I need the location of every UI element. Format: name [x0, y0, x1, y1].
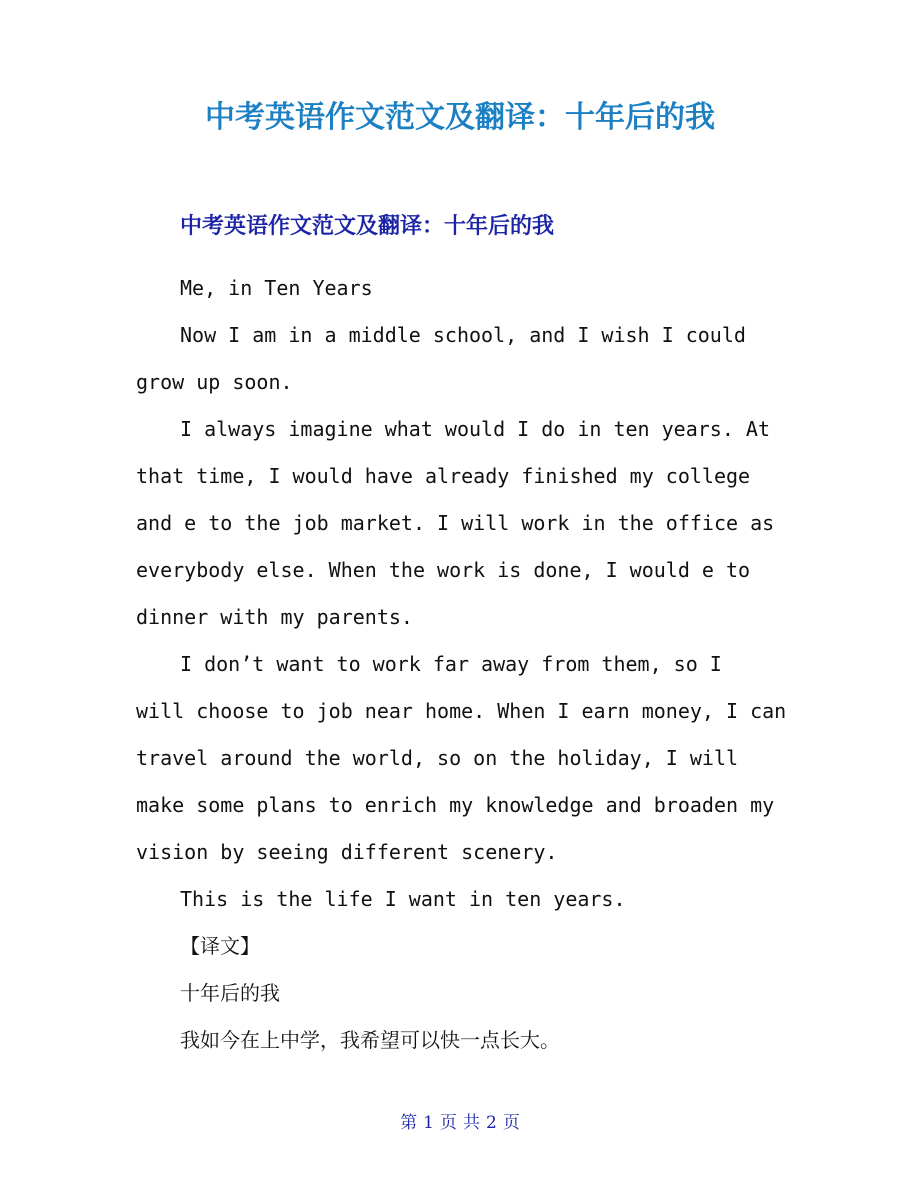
text-line: that time, I would have already finished my college: [136, 464, 751, 488]
translation-title: 十年后的我: [180, 981, 280, 1005]
text-line: everybody else. When the work is done, I would e to: [136, 558, 751, 582]
text-line: I don’t want to work far away from them, so I: [180, 652, 722, 676]
essay-title: Me, in Ten Years: [180, 276, 373, 300]
footer-page-number: 1: [423, 1113, 434, 1133]
text-line: Now I am in a middle school, and I wish I could: [180, 323, 746, 347]
text-line: travel around the world, so on the holiday, I will: [136, 746, 739, 770]
text-line: will choose to job near home. When I earn money, I can: [136, 699, 787, 723]
section-title: 中考英语作文范文及翻译：十年后的我: [180, 214, 555, 239]
footer-total-word: 共: [463, 1113, 480, 1133]
footer-total-unit: 页: [502, 1113, 520, 1133]
translation-line: 我如今在上中学，我希望可以快一点长大。: [180, 1028, 560, 1052]
text-line: vision by seeing different scenery.: [136, 840, 558, 864]
footer-page-unit: 页: [440, 1113, 457, 1133]
text-line: I always imagine what would I do in ten years. At: [180, 417, 771, 441]
footer-total-pages: 2: [486, 1113, 497, 1133]
text-line: and e to the job market. I will work in the office as: [136, 511, 775, 535]
footer-page-word: 第: [400, 1113, 418, 1133]
text-line: dinner with my parents.: [136, 605, 413, 629]
text-line: grow up soon.: [136, 370, 293, 394]
text-line: make some plans to enrich my knowledge and broaden my: [136, 793, 775, 817]
translation-label: 【译文】: [180, 934, 260, 958]
text-line: This is the life I want in ten years.: [180, 887, 626, 911]
page-footer: [0, 1111, 920, 1135]
document-body: [136, 265, 796, 1064]
page-title: 中考英语作文范文及翻译：十年后的我: [205, 100, 715, 135]
